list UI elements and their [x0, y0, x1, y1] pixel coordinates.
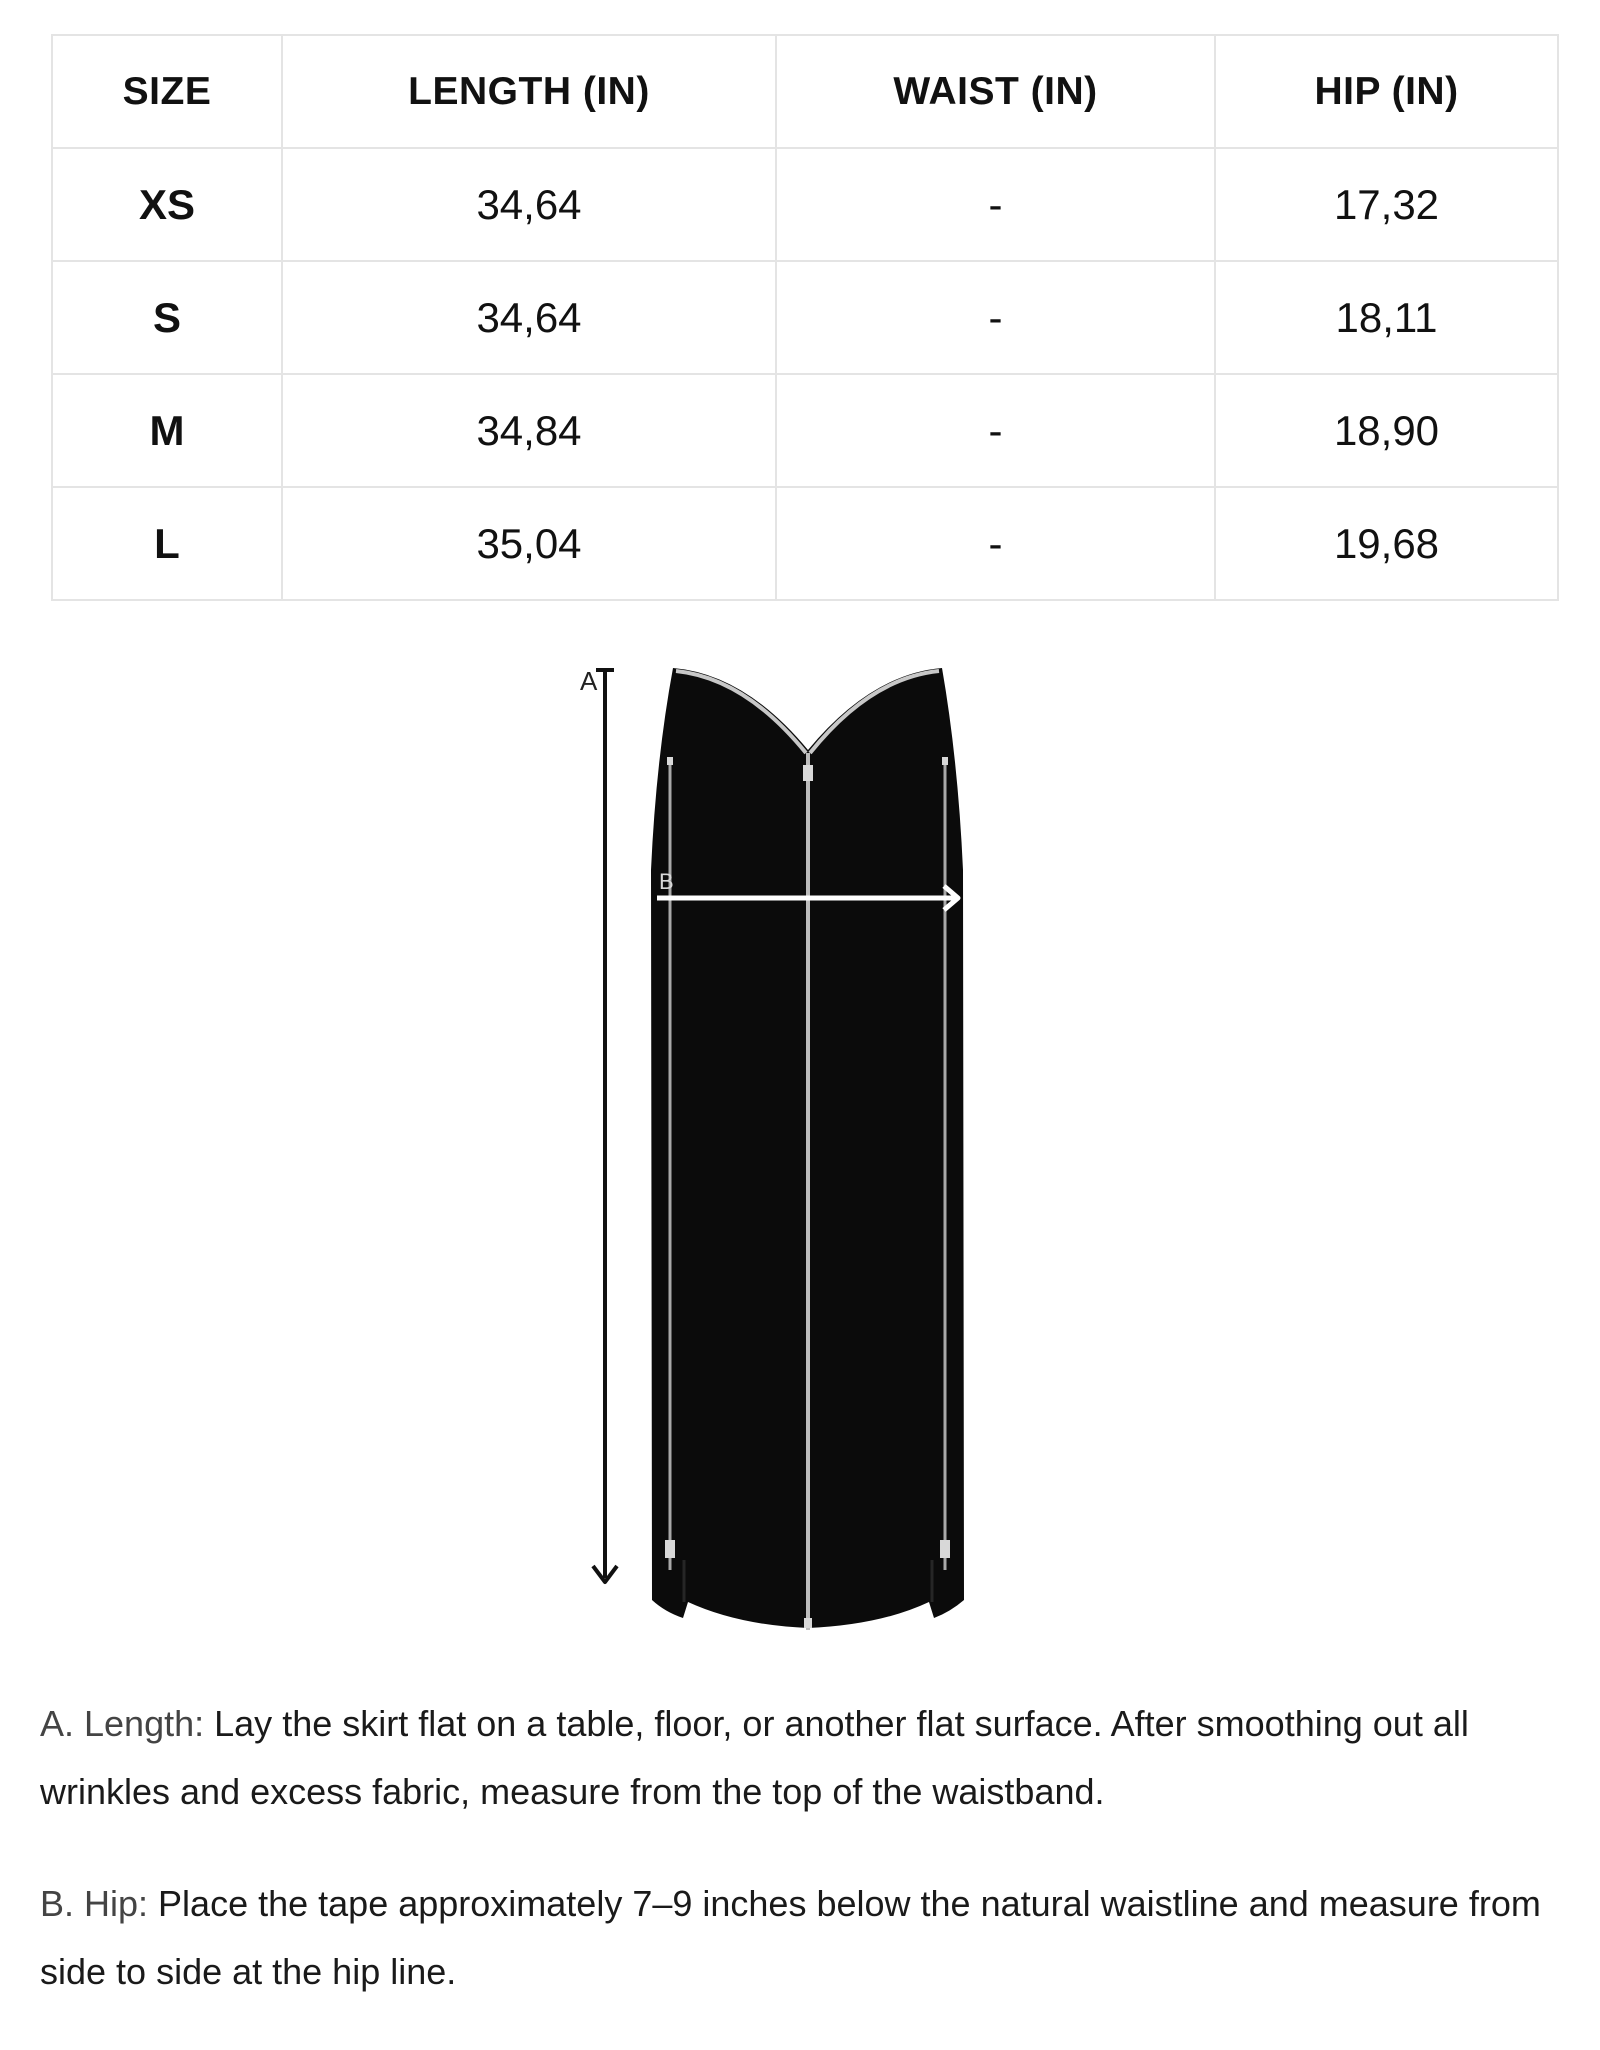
table-row — [52, 261, 1558, 374]
size-cell: XS — [52, 148, 282, 261]
measurement-instructions — [40, 1690, 1570, 2050]
waist-cell: - — [776, 487, 1215, 600]
skirt-diagram — [0, 640, 1600, 1650]
right-zipper-pull — [940, 1540, 950, 1558]
hip-cell: 17,32 — [1215, 148, 1558, 261]
right-zipper-top-stop — [942, 757, 948, 765]
table-row — [52, 487, 1558, 600]
center-zipper-bottom-stop — [804, 1618, 812, 1628]
hip-cell: 19,68 — [1215, 487, 1558, 600]
length-cell: 34,64 — [282, 261, 776, 374]
waist-cell: - — [776, 261, 1215, 374]
length-cell: 34,64 — [282, 148, 776, 261]
size-cell: S — [52, 261, 282, 374]
hip-cell: 18,11 — [1215, 261, 1558, 374]
header-length: LENGTH (IN) — [282, 35, 776, 148]
label-a: A — [580, 666, 598, 696]
skirt-measurement-figure — [0, 640, 1600, 1650]
length-cell: 35,04 — [282, 487, 776, 600]
header-size: SIZE — [52, 35, 282, 148]
waist-cell: - — [776, 148, 1215, 261]
left-zipper-top-stop — [667, 757, 673, 765]
hip-term: B. Hip: — [40, 1883, 149, 1924]
hip-instruction — [40, 1870, 1570, 2006]
header-waist: WAIST (IN) — [776, 35, 1215, 148]
waist-cell: - — [776, 374, 1215, 487]
size-cell: M — [52, 374, 282, 487]
center-zipper-pull — [803, 765, 813, 781]
length-cell: 34,84 — [282, 374, 776, 487]
hip-cell: 18,90 — [1215, 374, 1558, 487]
size-chart-table — [51, 34, 1559, 601]
table-row — [52, 374, 1558, 487]
hip-text: Place the tape approximately 7–9 inches below the natural waistline and measure from side to side at the hip line. — [40, 1883, 1541, 1992]
header-hip: HIP (IN) — [1215, 35, 1558, 148]
label-b: B — [659, 869, 674, 894]
length-term: A. Length: — [40, 1703, 205, 1744]
table-header-row — [52, 35, 1558, 148]
table-row — [52, 148, 1558, 261]
length-instruction — [40, 1690, 1570, 1826]
size-cell: L — [52, 487, 282, 600]
left-zipper-pull — [665, 1540, 675, 1558]
length-text: Lay the skirt flat on a table, floor, or another flat surface. After smoothing out all wrinkles and excess fabric, measure from the top of the waistband. — [40, 1703, 1469, 1812]
